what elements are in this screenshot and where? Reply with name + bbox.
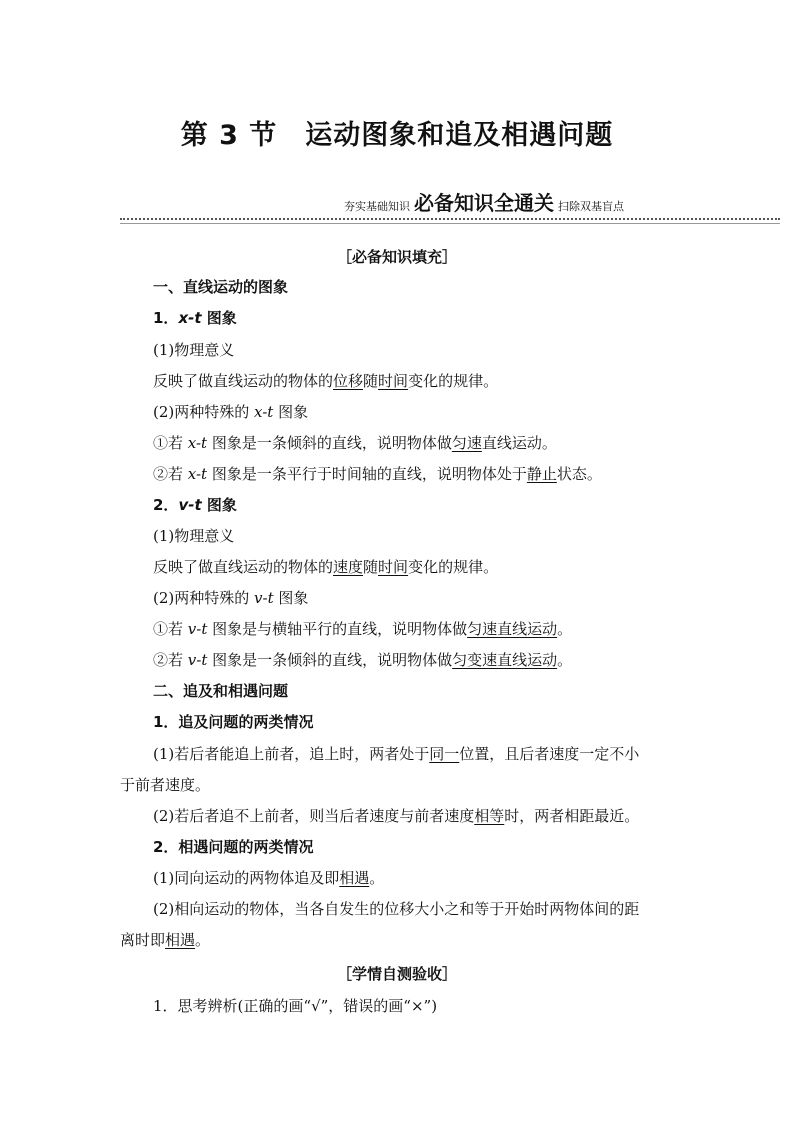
page-title [0,113,794,152]
quiz-item-1: 1．思考辨析(正确的画“√”，错误的画“×”) [153,997,438,1015]
answer-blank: 时间 [378,558,409,576]
answer-blank: 时间 [378,372,409,390]
xt-meaning: 反映了做直线运动的物体的位移随时间变化的规律。 [153,372,499,390]
vt-title: 2．v-t 图象 [153,496,237,514]
banner-text [344,187,624,216]
vt-special-title: (2)两种特殊的 v-t 图象 [153,589,309,607]
chase-title: 1．追及问题的两类情况 [153,713,314,731]
answer-blank: 相等 [474,807,505,825]
meet-title: 2．相遇问题的两类情况 [153,838,314,856]
vt-meaning-title: (1)物理意义 [153,527,235,545]
banner-rule [120,223,780,224]
answer-blank: 匀变速直线运动 [452,651,558,669]
answer-blank: 同一 [429,745,460,763]
banner-center: 必备知识全通关 [414,191,554,215]
xt-special-title: (2)两种特殊的 x-t 图象 [153,403,309,421]
vt-case-1: ①若 v-t 图象是与横轴平行的直线，说明物体做匀速直线运动。 [153,620,573,638]
meet-case-2-wrap: 离时即相遇。 [120,931,211,949]
vt-case-2: ②若 v-t 图象是一条倾斜的直线，说明物体做匀变速直线运动。 [153,651,573,669]
answer-blank: 位移 [333,372,364,390]
chase-case-1: (1)若后者能追上前者，追上时，两者处于同一位置，且后者速度一定不小 [153,745,640,763]
part2-heading: 二、追及和相遇问题 [153,682,289,700]
answer-blank: 静止 [526,465,557,483]
vt-meaning: 反映了做直线运动的物体的速度随时间变化的规律。 [153,558,499,576]
chase-case-1-wrap: 于前者速度。 [120,776,211,794]
meet-case-1: (1)同向运动的两物体追及即相遇。 [153,869,385,887]
answer-blank: 匀速 [451,434,482,452]
banner-dotted-rule [120,218,780,220]
xt-case-1: ①若 x-t 图象是一条倾斜的直线，说明物体做匀速直线运动。 [153,434,557,452]
answer-blank: 匀速直线运动 [467,620,558,638]
banner-left: 夯实基础知识 [344,200,410,213]
answer-blank: 速度 [333,558,364,576]
section-number: 第 3 节 [180,120,278,151]
answer-blank: 相遇 [165,931,196,949]
xt-case-2: ②若 x-t 图象是一条平行于时间轴的直线，说明物体处于静止状态。 [153,465,602,483]
check-section-header: ［学情自测验收］ [336,965,457,983]
xt-title: 1．x-t 图象 [153,309,237,327]
section-title: 运动图象和追及相遇问题 [305,120,614,151]
answer-blank: 相遇 [339,869,370,887]
section-banner [120,188,780,224]
banner-right: 扫除双基盲点 [558,200,624,213]
xt-meaning-title: (1)物理意义 [153,341,235,359]
part1-heading: 一、直线运动的图象 [153,278,289,296]
fill-section-header: ［必备知识填充］ [336,248,457,266]
meet-case-2: (2)相向运动的物体，当各自发生的位移大小之和等于开始时两物体间的距 [153,900,640,918]
chase-case-2: (2)若后者追不上前者，则当后者速度与前者速度相等时，两者相距最近。 [153,807,640,825]
